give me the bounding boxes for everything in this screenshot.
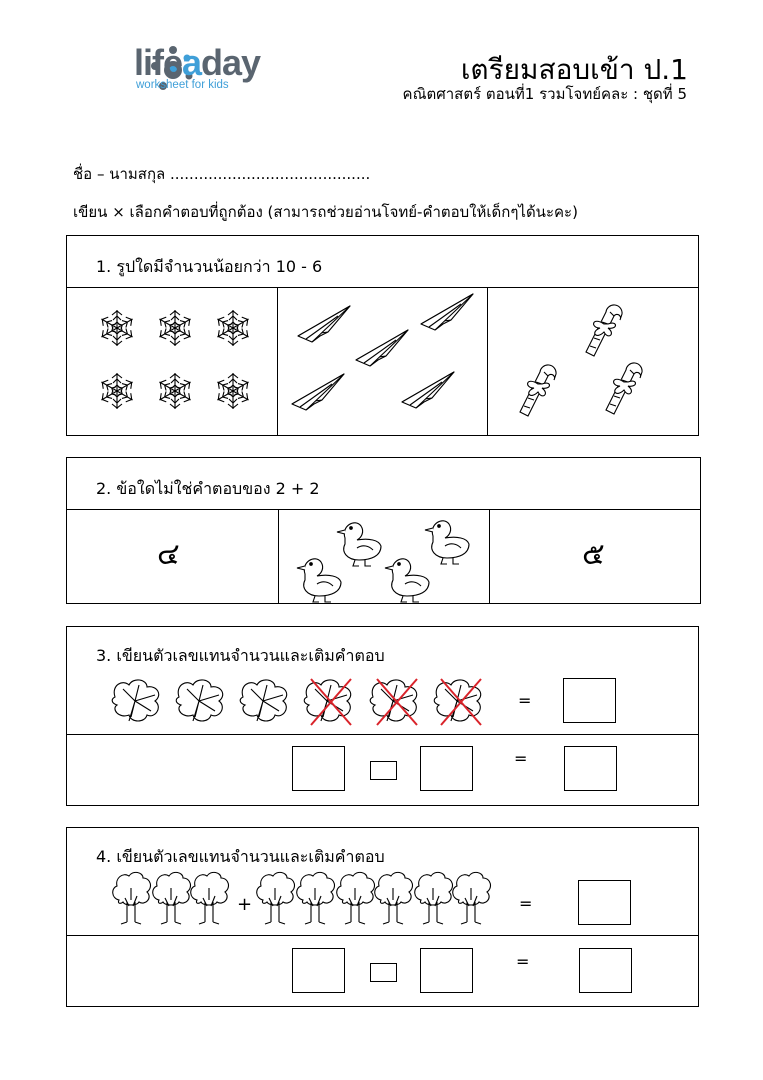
question-2-box bbox=[66, 457, 701, 604]
question-3-label: 3. เขียนตัวเลขแทนจำนวนและเติมคำตอบ bbox=[96, 646, 385, 665]
answer-box-q4[interactable] bbox=[579, 948, 632, 993]
trees-group-right bbox=[255, 868, 495, 926]
trees-group-left bbox=[111, 868, 231, 926]
question-4-label: 4. เขียนตัวเลขแทนจำนวนและเติมคำตอบ bbox=[96, 847, 385, 866]
option-thai-four[interactable]: ๔ bbox=[157, 537, 180, 572]
question-1-box bbox=[66, 235, 699, 436]
answer-box-q3[interactable] bbox=[564, 746, 617, 791]
question-4-box bbox=[66, 827, 699, 1007]
plus-sign: + bbox=[237, 894, 253, 915]
operator-box-q3[interactable] bbox=[370, 761, 397, 780]
option-thai-five[interactable]: ๕ bbox=[582, 537, 605, 572]
equals-sign: = bbox=[514, 749, 528, 768]
leaves-row bbox=[107, 673, 507, 731]
answer-box-q4-top[interactable] bbox=[578, 880, 631, 925]
operator-box-q4[interactable] bbox=[370, 963, 397, 982]
number-box-q4-b[interactable] bbox=[420, 948, 473, 993]
name-field-line[interactable]: ชื่อ – นามสกุล .......................................... bbox=[73, 165, 371, 183]
equals-sign: = bbox=[516, 952, 530, 971]
number-box-q3-a[interactable] bbox=[292, 746, 345, 791]
equals-sign: = bbox=[519, 894, 533, 913]
page-subtitle: คณิตศาสตร์ ตอนที่1 รวมโจทย์คละ : ชุดที่ 5 bbox=[402, 85, 687, 103]
answer-box-q3-top[interactable] bbox=[563, 678, 616, 723]
option-ducks[interactable] bbox=[279, 510, 489, 603]
number-box-q3-b[interactable] bbox=[420, 746, 473, 791]
question-2-label: 2. ข้อใดไม่ใช่คำตอบของ 2 + 2 bbox=[96, 479, 320, 498]
number-box-q4-a[interactable] bbox=[292, 948, 345, 993]
question-1-label: 1. รูปใดมีจำนวนน้อยกว่า 10 - 6 bbox=[96, 257, 323, 276]
option-candy-canes[interactable] bbox=[488, 288, 698, 435]
instruction-text: เขียน × เลือกคำตอบที่ถูกต้อง (สามารถช่วยอ่านโจทย์-คำตอบให้เด็กๆได้นะคะ) bbox=[73, 203, 578, 221]
logo-subtitle: worksheet for kids bbox=[136, 79, 229, 91]
logo-text: lifeaday bbox=[134, 42, 261, 83]
question-3-box bbox=[66, 626, 699, 806]
page-title: เตรียมสอบเข้า ป.1 bbox=[460, 53, 688, 86]
equals-sign: = bbox=[518, 691, 532, 710]
option-paper-planes[interactable] bbox=[278, 288, 487, 435]
option-snowflakes[interactable] bbox=[67, 288, 277, 435]
